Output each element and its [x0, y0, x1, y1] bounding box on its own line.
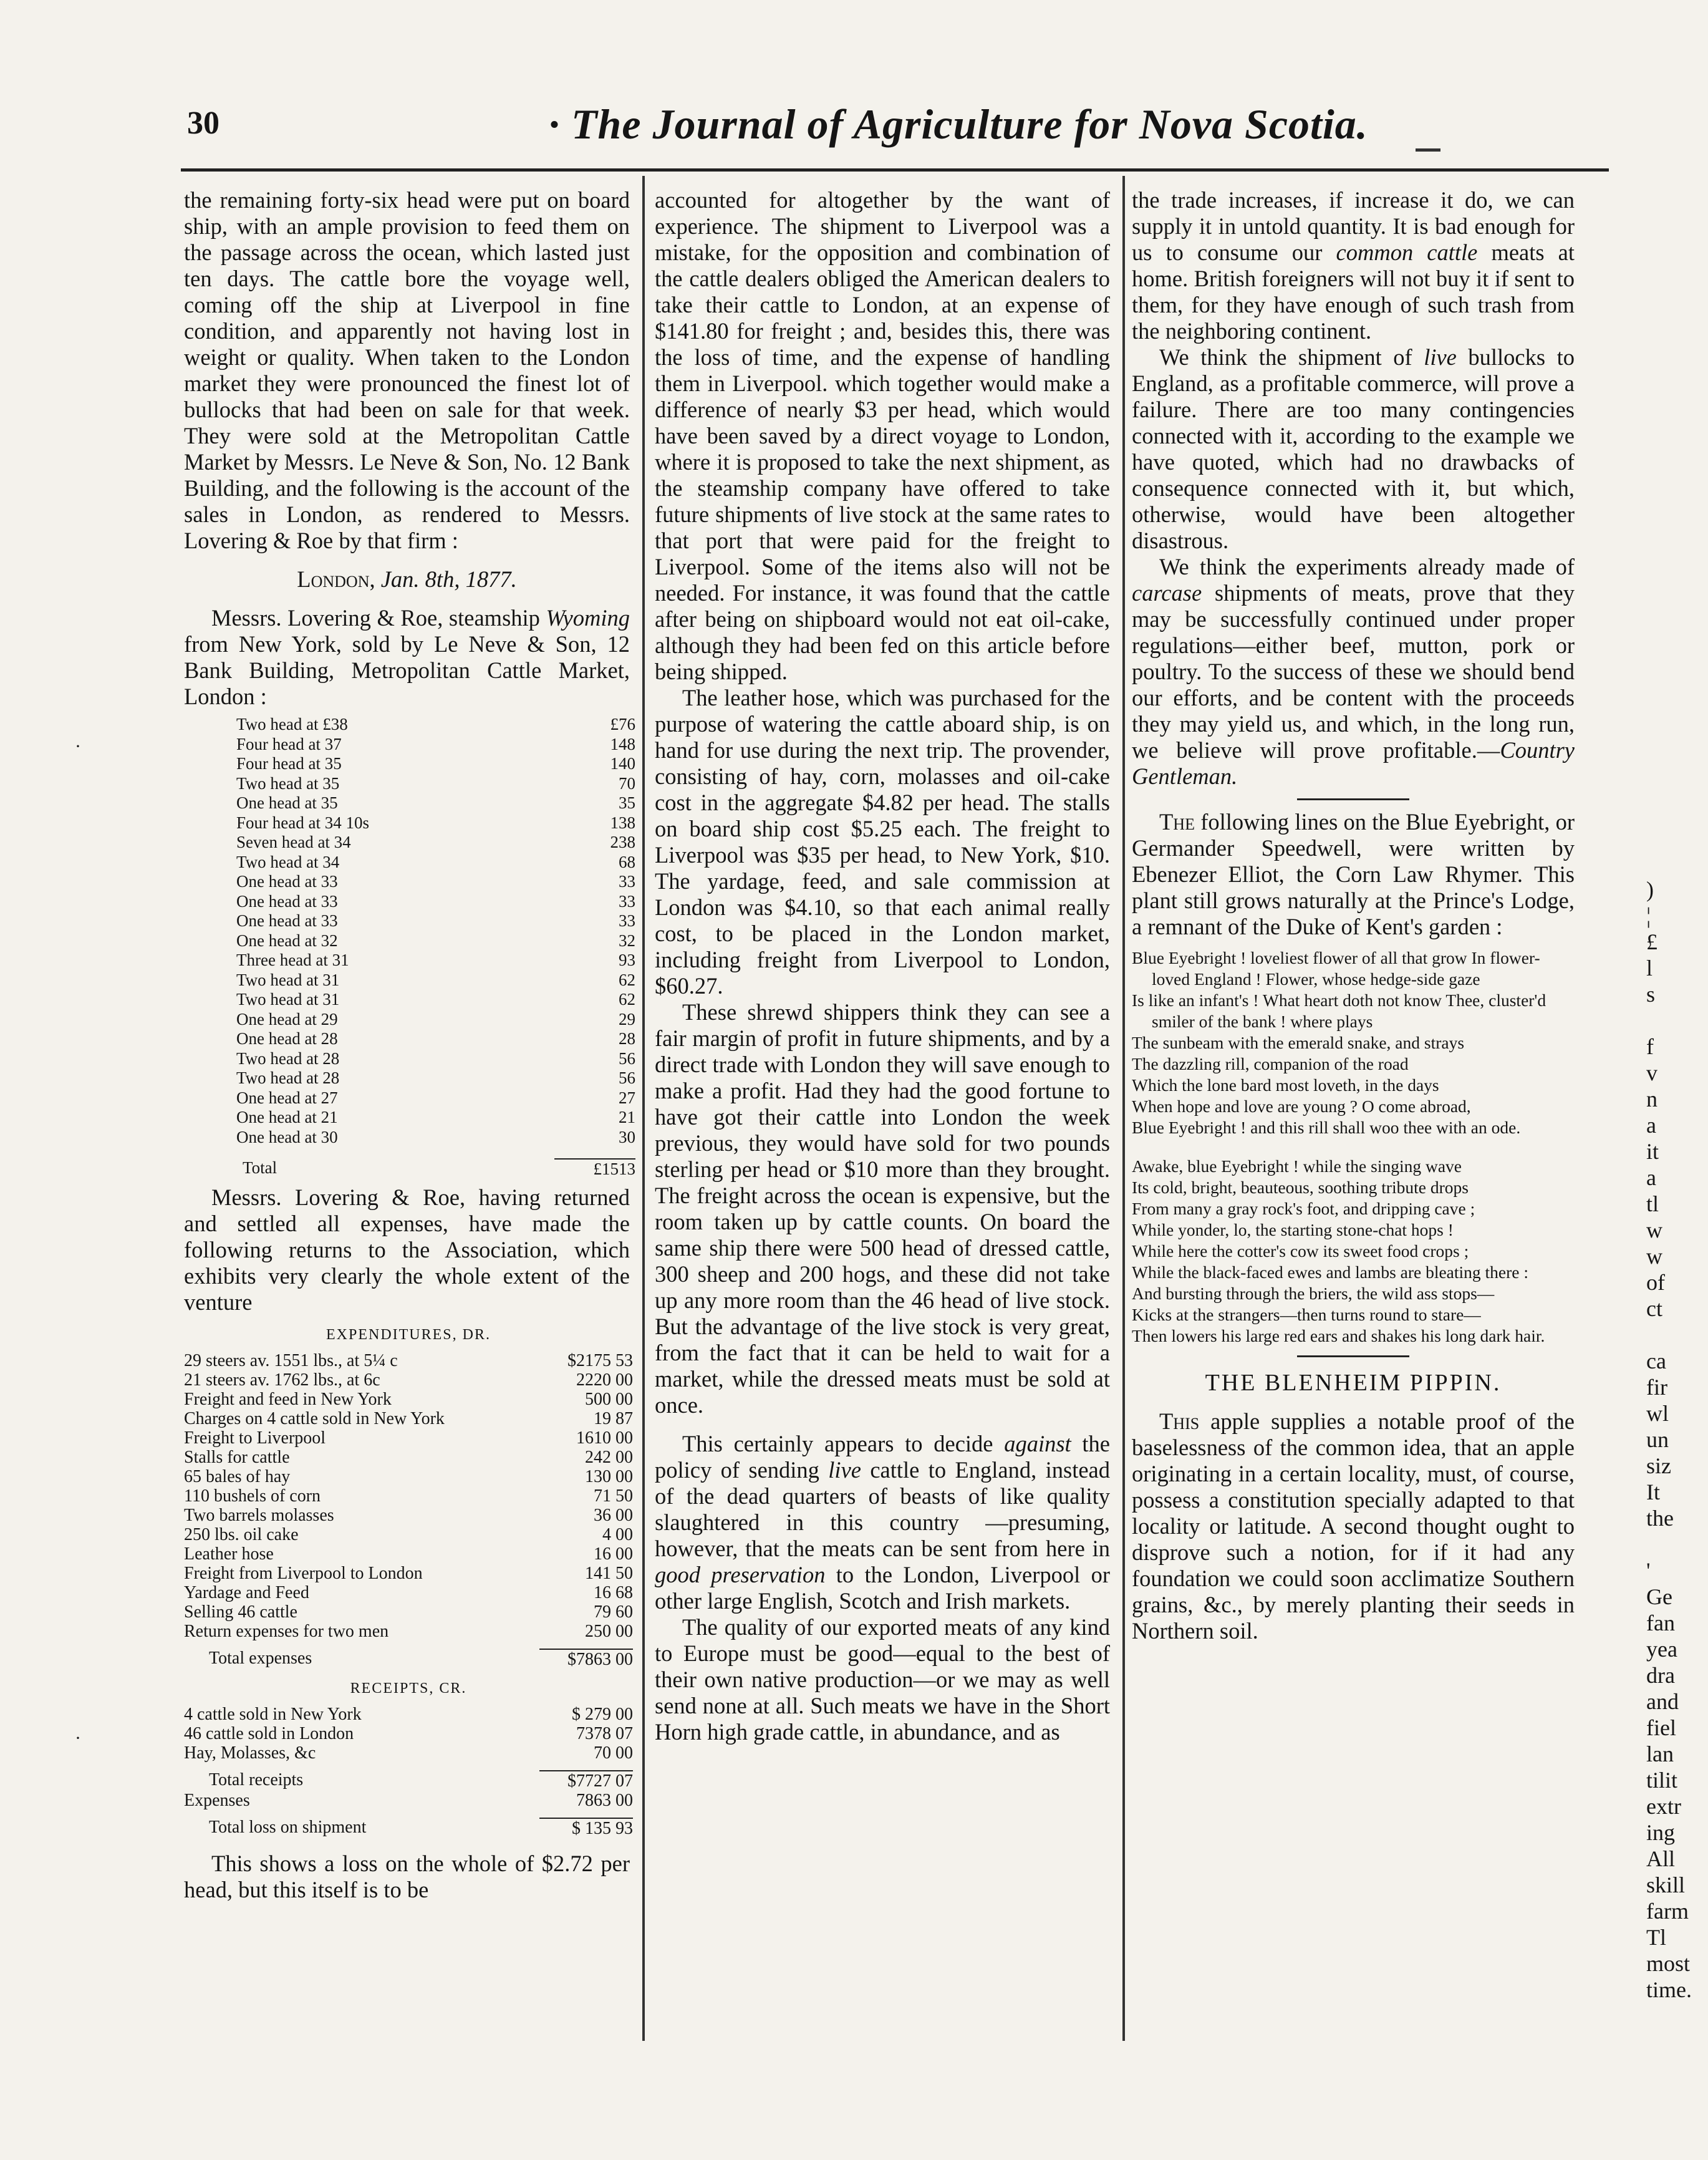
- sale-label: Two head at 31: [236, 990, 340, 1009]
- expenses-total-amount: $7863 00: [539, 1649, 633, 1669]
- edge-fragment: a: [1646, 1113, 1656, 1138]
- expenditure-row: [184, 1390, 633, 1409]
- sale-amount: 62: [619, 990, 635, 1009]
- expenditure-label: Stalls for cattle: [184, 1447, 290, 1467]
- sale-row: [236, 715, 635, 735]
- sale-amount: 148: [610, 734, 635, 753]
- sale-amount: 138: [610, 813, 635, 832]
- poem-line: While yonder, lo, the starting stone-chat hops !: [1132, 1220, 1454, 1239]
- sale-row: [236, 813, 635, 833]
- col2-paragraph-2: The leather hose, which was purchased for the purpose of watering the cattle aboard ship, is on hand for use during the next trip. The provender, consisting of hay, corn, molasses and oil-cake cost in the aggregate $4.82 per head. The stalls on board ship cost $5.25 each. The freight to Liverpool was $35 per head, to New York, $10. The yardage, feed, and sale commission at London was $4.10, so that each animal really cost, to be placed in the London market, including freight from Liverpool to London, $60.27.: [655, 685, 1110, 999]
- expenditure-row: [184, 1428, 633, 1448]
- account-statement: [184, 1325, 633, 1838]
- header-dash: [1416, 148, 1440, 152]
- edge-fragment: tilit: [1646, 1768, 1678, 1793]
- poem-line: And bursting through the briers, the wild ass stops—: [1132, 1284, 1495, 1303]
- edge-fragment: It: [1646, 1480, 1660, 1504]
- edge-fragment: most: [1646, 1951, 1691, 1976]
- expenditure-row: [184, 1448, 633, 1467]
- edge-fragment: ): [1646, 877, 1654, 902]
- sale-label: One head at 28: [236, 1029, 338, 1048]
- edge-fragment: f: [1646, 1034, 1654, 1059]
- edge-fragment: [1646, 1531, 1708, 1557]
- loss-row: [184, 1818, 633, 1838]
- sale-amount: 27: [619, 1088, 635, 1107]
- edge-fragment: l: [1646, 956, 1653, 981]
- expenditure-amount: 4 00: [602, 1524, 633, 1544]
- poem-line: Kicks at the strangers—then turns round to stare—: [1132, 1305, 1481, 1324]
- edge-fragment: v: [1646, 1060, 1657, 1085]
- text-run: following lines on the Blue Eyebright, or Germander Speedwell, were written by Ebenezer Elliot, the Corn Law Rhymer. This plant still grows naturally at the Prince's Lodge, a remnant of the Duke of Kent's garden :: [1132, 809, 1575, 939]
- sale-row: [236, 892, 635, 912]
- expenditure-label: Leather hose: [184, 1544, 274, 1564]
- sale-amount: 33: [619, 872, 635, 891]
- text-run: cattle to England, instead of the dead quarters of beasts of like quality slaughtered in this country —presuming, however, that the meats can be sent from here in: [655, 1457, 1110, 1561]
- column-3: [1132, 187, 1575, 1644]
- column-2: [655, 187, 1110, 1745]
- expenditure-amount: 79 60: [594, 1602, 633, 1622]
- emphasis: carcase: [1132, 580, 1202, 606]
- dateline-place: London,: [297, 566, 375, 592]
- edge-fragment: ing: [1646, 1820, 1676, 1845]
- expenditure-row: [184, 1467, 633, 1486]
- sales-ledger: [236, 715, 635, 1179]
- sale-label: Two head at 28: [236, 1068, 340, 1087]
- poem-line: Which the lone bard most loveth, in the days: [1132, 1075, 1439, 1095]
- text-run: from New York, sold by Le Neve & Son, 12 Bank Building, Metropolitan Cattle Market, London :: [184, 631, 630, 709]
- sale-label: Two head at 35: [236, 773, 340, 793]
- edge-fragment: fan: [1646, 1610, 1675, 1635]
- sale-row: [236, 971, 635, 990]
- edge-fragment: the: [1646, 1506, 1674, 1531]
- receipts-total-amount: $7727 07: [539, 1770, 633, 1791]
- page-number: 30: [187, 105, 220, 141]
- sale-amount: 30: [619, 1127, 635, 1146]
- adjacent-page-fragments: [1646, 876, 1708, 2003]
- edge-fragment: ¦: [1646, 903, 1651, 928]
- expenditure-amount: 71 50: [594, 1486, 633, 1506]
- sale-row: [236, 833, 635, 853]
- sale-amount: 35: [619, 793, 635, 812]
- section-divider: [1297, 1355, 1409, 1357]
- expenses-label: Expenses: [184, 1790, 250, 1810]
- expenditure-amount: 141 50: [585, 1563, 633, 1583]
- edge-fragment: farm: [1646, 1899, 1689, 1924]
- col1-paragraph-3: Messrs. Lovering & Roe, having returned and settled all expenses, have made the following returns to the Association, which exhibits very clearly the whole extent of the venture: [184, 1184, 630, 1315]
- sale-label: Four head at 34 10s: [236, 813, 369, 832]
- expenditure-label: Freight from Liverpool to London: [184, 1563, 423, 1583]
- expenditure-label: 65 bales of hay: [184, 1466, 291, 1486]
- col2-paragraph-3: These shrewd shippers think they can see a fair margin of profit in future shipments, and by a direct trade with London they will save enough to make a profit. Had they had the good fortune to have got their cattle into London the week previous, they would have sold for two pounds sterling per head or $10 more than they brought. The freight across the ocean is expensive, but the room taken up by cattle counts. On board the same ship there were 500 head of dressed cattle, 300 sheep and 200 hogs, and these did not take up any more room than the 46 head of live stock. But the advantage of the live stock is very great, from the fact that it can be held to wait for a market, while the dressed meats must be sold at once.: [655, 999, 1110, 1418]
- col3-paragraph-1: [1132, 187, 1575, 344]
- sale-amount: 56: [619, 1068, 635, 1087]
- col3-paragraph-2: [1132, 344, 1575, 554]
- sale-amount: 68: [619, 852, 635, 871]
- section-title: THE BLENHEIM PIPPIN.: [1205, 1370, 1502, 1396]
- text-run: apple supplies a notable proof of the baselessness of the common idea, that an apple originating in a certain locality, must, of course, possess a constitution specially adapted to that locality or latitude. A second thought ought to disprove such a notion, for if it had any foundation we could soon acclimatize Southern grains, &c., by merely planting their seeds in Northern soil.: [1132, 1408, 1575, 1644]
- sale-amount: 56: [619, 1049, 635, 1068]
- expenditure-amount: 500 00: [585, 1389, 633, 1409]
- sale-row: [236, 1108, 635, 1128]
- expenditure-row: [184, 1564, 633, 1583]
- expenditure-row: [184, 1622, 633, 1641]
- text-run: to the London, Liverpool or other large English, Scotch and Irish markets.: [655, 1562, 1110, 1614]
- poem-line: Blue Eyebright ! loveliest flower of all that grow In flower-loved England ! Flower, whose hedge-side gaze: [1132, 948, 1540, 989]
- expenses-total-label: Total expenses: [209, 1648, 312, 1668]
- sale-row: [236, 1010, 635, 1030]
- expenditure-label: Freight and feed in New York: [184, 1389, 392, 1409]
- edge-fragment: tl: [1646, 1191, 1659, 1216]
- expenditure-row: [184, 1506, 633, 1525]
- sale-amount: 33: [619, 911, 635, 930]
- sale-row: [236, 990, 635, 1010]
- expenditure-row: [184, 1409, 633, 1428]
- receipts-heading: RECEIPTS, CR.: [350, 1680, 467, 1697]
- text-run: bullocks to England, as a profitable commerce, will prove a failure. There are too many contingencies connected with it, according to the example we have quoted, which had no drawbacks of consequence connected with it, but which, otherwise, would have been altogether disastrous.: [1132, 344, 1575, 553]
- col2-paragraph-4: [655, 1431, 1110, 1614]
- sale-label: One head at 30: [236, 1127, 338, 1146]
- edge-fragment: fiel: [1646, 1715, 1676, 1740]
- sale-label: One head at 29: [236, 1009, 338, 1029]
- lead-word: The: [1159, 809, 1195, 835]
- sale-label: Two head at 28: [236, 1049, 340, 1068]
- text-run: Messrs. Lovering & Roe, steamship: [211, 605, 546, 631]
- edge-fragment: wl: [1646, 1401, 1669, 1426]
- sale-row: [236, 774, 635, 794]
- poem-line: Blue Eyebright ! and this rill shall woo thee with an ode.: [1132, 1118, 1521, 1137]
- expenditure-amount: $2175 53: [567, 1350, 633, 1370]
- expenditure-amount: 16 00: [594, 1544, 633, 1564]
- edge-fragment: Tl: [1646, 1925, 1666, 1950]
- sale-label: One head at 33: [236, 891, 338, 911]
- edge-fragment: and: [1646, 1689, 1679, 1714]
- expenditure-label: Freight to Liverpool: [184, 1428, 326, 1448]
- sale-amount: 33: [619, 891, 635, 911]
- sale-row: [236, 853, 635, 873]
- poem-line: While here the cotter's cow its sweet food crops ;: [1132, 1241, 1469, 1261]
- sale-label: Two head at £38: [236, 715, 348, 734]
- receipt-label: 4 cattle sold in New York: [184, 1704, 362, 1724]
- expenditure-row: [184, 1351, 633, 1370]
- expenses-row: [184, 1791, 633, 1810]
- receipt-amount: 7378 07: [576, 1723, 633, 1743]
- receipt-label: 46 cattle sold in London: [184, 1723, 354, 1743]
- dateline-date: Jan. 8th, 1877.: [380, 566, 517, 592]
- sale-label: One head at 32: [236, 931, 338, 950]
- sale-label: One head at 35: [236, 793, 338, 812]
- poem: [1132, 947, 1575, 1347]
- expenditures-heading: EXPENDITURES, DR.: [326, 1326, 491, 1343]
- expenditure-row: [184, 1602, 633, 1622]
- emphasis: common cattle: [1336, 240, 1478, 265]
- edge-fragment: time.: [1646, 1977, 1692, 2002]
- poem-line: Is like an infant's ! What heart doth not know Thee, cluster'd smiler of the bank ! where plays: [1132, 990, 1546, 1031]
- header-rule: [181, 168, 1609, 172]
- margin-dot: ·: [75, 736, 81, 757]
- expenditure-amount: 250 00: [585, 1621, 633, 1641]
- section-divider: [1297, 798, 1409, 800]
- poem-line: The dazzling rill, companion of the road: [1132, 1054, 1409, 1073]
- lead-word: This: [1159, 1408, 1200, 1434]
- emphasis: live: [1424, 344, 1457, 370]
- sale-label: Seven head at 34: [236, 833, 351, 851]
- expenditure-row: [184, 1583, 633, 1602]
- edge-fragment: Ge: [1646, 1584, 1672, 1609]
- expenditure-row: [184, 1486, 633, 1506]
- sale-label: One head at 27: [236, 1088, 338, 1107]
- edge-fragment: yea: [1646, 1637, 1677, 1662]
- sale-label: Two head at 34: [236, 852, 340, 871]
- expenditure-amount: 2220 00: [576, 1370, 633, 1390]
- text-run: We think the experiments already made of: [1159, 554, 1575, 579]
- poem-line: While the black-faced ewes and lambs are bleating there :: [1132, 1262, 1529, 1282]
- expenditure-label: Selling 46 cattle: [184, 1602, 297, 1622]
- edge-fragment: lan: [1646, 1741, 1674, 1766]
- expenditure-label: 29 steers av. 1551 lbs., at 5¼ c: [184, 1350, 398, 1370]
- poem-line: From many a gray rock's foot, and dripping cave ;: [1132, 1199, 1475, 1218]
- edge-fragment: w: [1646, 1218, 1662, 1242]
- sale-amount: 21: [619, 1108, 635, 1126]
- column-divider-1: [642, 176, 645, 2041]
- sale-amount: 62: [619, 970, 635, 989]
- expenditure-label: 110 bushels of corn: [184, 1486, 321, 1506]
- sale-row: [236, 793, 635, 813]
- journal-title: · The Journal of Agriculture for Nova Scotia.: [549, 100, 1368, 148]
- sale-label: Four head at 37: [236, 734, 342, 753]
- emphasis: good preservation: [655, 1562, 826, 1587]
- sale-amount: 32: [619, 931, 635, 950]
- poem-line: The sunbeam with the emerald snake, and strays: [1132, 1033, 1465, 1052]
- poem-intro: [1132, 809, 1575, 940]
- poem-line: Its cold, bright, beauteous, soothing tribute drops: [1132, 1178, 1469, 1197]
- sale-amount: £76: [610, 715, 635, 734]
- sale-row: [236, 735, 635, 755]
- expenditure-amount: 242 00: [585, 1447, 633, 1467]
- expenditure-amount: 16 68: [594, 1582, 633, 1602]
- sale-amount: 28: [619, 1029, 635, 1048]
- edge-fragment: of: [1646, 1270, 1665, 1295]
- col3-paragraph-3: [1132, 554, 1575, 790]
- col1-paragraph-2: [184, 605, 630, 710]
- ship-name: Wyoming: [546, 605, 630, 631]
- sale-amount: 140: [610, 754, 635, 773]
- expenses-total-row: [184, 1649, 633, 1669]
- loss-label: Total loss on shipment: [209, 1817, 367, 1837]
- sale-amount: 93: [619, 951, 635, 969]
- edge-fragment: w: [1646, 1244, 1662, 1269]
- receipts-total-label: Total receipts: [209, 1770, 304, 1790]
- receipts-total-row: [184, 1770, 633, 1791]
- sale-label: One head at 21: [236, 1108, 338, 1126]
- text-run: meats at home. British foreigners will not buy it if sent to them, for they have enough of such trash from the neighboring continent.: [1132, 240, 1575, 344]
- poem-line: When hope and love are young ? O come abroad,: [1132, 1097, 1471, 1116]
- expenditure-label: Return expenses for two men: [184, 1621, 389, 1641]
- sales-total-amount: £1513: [554, 1158, 635, 1179]
- emphasis: against: [1004, 1431, 1071, 1456]
- edge-fragment: a: [1646, 1165, 1656, 1190]
- edge-fragment: s: [1646, 982, 1656, 1007]
- edge-fragment: n: [1646, 1087, 1657, 1111]
- sale-row: [236, 1088, 635, 1108]
- margin-dot: ·: [75, 1728, 81, 1748]
- sales-total-row: [236, 1158, 635, 1179]
- sale-row: [236, 872, 635, 892]
- edge-fragment: siz: [1646, 1453, 1671, 1478]
- col2-paragraph-5: The quality of our exported meats of any kind to Europe must be good—equal to the best of their own native production—or we may as well send none at all. Such meats we have in the Short Horn high grade cattle, in abundance, and as: [655, 1614, 1110, 1745]
- edge-fragment: ca: [1646, 1349, 1666, 1373]
- edge-fragment: All: [1646, 1846, 1676, 1871]
- sale-amount: 29: [619, 1009, 635, 1029]
- expenses-amount: 7863 00: [576, 1790, 633, 1810]
- edge-fragment: un: [1646, 1427, 1669, 1452]
- receipt-amount: $ 279 00: [572, 1704, 633, 1724]
- sale-row: [236, 1029, 635, 1049]
- expenditure-label: Charges on 4 cattle sold in New York: [184, 1408, 445, 1428]
- edge-fragment: £: [1646, 929, 1657, 954]
- sale-row: [236, 911, 635, 931]
- emphasis: live: [828, 1457, 861, 1483]
- sale-row: [236, 754, 635, 774]
- sale-label: Four head at 35: [236, 754, 342, 773]
- expenditure-label: Yardage and Feed: [184, 1582, 309, 1602]
- edge-fragment: ct: [1646, 1296, 1662, 1321]
- receipt-row: [184, 1705, 633, 1724]
- sale-amount: 238: [610, 833, 635, 851]
- column-divider-2: [1122, 176, 1125, 2041]
- sale-label: One head at 33: [236, 872, 338, 891]
- sale-row: [236, 1128, 635, 1148]
- edge-fragment: [1646, 1007, 1708, 1034]
- expenditure-label: 250 lbs. oil cake: [184, 1524, 299, 1544]
- edge-fragment: fir: [1646, 1375, 1667, 1400]
- col3-paragraph-4: [1132, 1408, 1575, 1644]
- loss-amount: $ 135 93: [539, 1818, 633, 1838]
- col2-paragraph-1: accounted for altogether by the want of experience. The shipment to Liverpool was a mistake, for the opposition and combination of the cattle dealers obliged the American dealers to take their cattle to London, at an expense of $141.80 for freight ; and, besides this, there was the loss of time, and the expense of handling them in Liverpool. which together would make a difference of nearly $3 per head, which would have been saved by a direct voyage to London, where it is proposed to take the next shipment, as the steamship company have offered to take future shipments of live stock at the same rates to that port that were paid for the freight to Liverpool. Some of the items also will not be needed. For instance, it was found that the cattle after being on shipboard would not eat oil-cake, although they had been fed on this article before being shipped.: [655, 187, 1110, 684]
- expenditure-amount: 19 87: [594, 1408, 633, 1428]
- col1-paragraph-4: This shows a loss on the whole of $2.72 per head, but this itself is to be: [184, 1850, 630, 1902]
- column-1: [184, 187, 635, 1903]
- receipt-row: [184, 1724, 633, 1743]
- receipt-label: Hay, Molasses, &c: [184, 1743, 316, 1763]
- sale-amount: 70: [619, 773, 635, 793]
- edge-fragment: skill: [1646, 1872, 1686, 1897]
- edge-fragment: dra: [1646, 1663, 1675, 1688]
- sale-label: Two head at 31: [236, 970, 340, 989]
- sales-total-label: Total: [243, 1158, 277, 1177]
- edge-fragment: extr: [1646, 1794, 1681, 1819]
- sale-label: One head at 33: [236, 911, 338, 930]
- edge-fragment: ': [1646, 1558, 1651, 1583]
- sale-row: [236, 931, 635, 951]
- dateline: [184, 566, 630, 593]
- edge-fragment: it: [1646, 1139, 1659, 1164]
- expenditure-amount: 130 00: [585, 1466, 633, 1486]
- edge-fragment: [1646, 1322, 1708, 1348]
- sale-row: [236, 1049, 635, 1069]
- receipt-amount: 70 00: [594, 1743, 633, 1763]
- expenditure-row: [184, 1370, 633, 1390]
- text-run: This certainly appears to decide: [682, 1431, 1005, 1456]
- text-run: the trade increases, if increase it do, we can supply it in untold quantity. It is bad enough for us to consume our: [1132, 187, 1575, 265]
- expenditure-row: [184, 1544, 633, 1564]
- expenditure-label: Two barrels molasses: [184, 1505, 334, 1525]
- poem-line: Awake, blue Eyebright ! while the singing wave: [1132, 1156, 1462, 1176]
- sale-row: [236, 951, 635, 971]
- col1-paragraph-1: the remaining forty-six head were put on board ship, with an ample provision to feed them on the passage across the ocean, which lasted just ten days. The cattle bore the voyage well, coming off the ship at Liverpool in fine condition, and apparently not having lost in weight or quality. When taken to the London market they were pronounced the finest lot of bullocks that had been on sale for that week. They were sold at the Metropolitan Cattle Market by Messrs. Le Neve & Son, No. 12 Bank Building, and the following is the account of the sales in London, as rendered to Messrs. Lovering & Roe by that firm :: [184, 187, 630, 553]
- sale-row: [236, 1068, 635, 1088]
- text-run: the policy of sending: [655, 1431, 1111, 1483]
- text-run: shipments of meats, prove that they may be successfully continued under proper regulations—either beef, mutton, pork or poultry. To the success of these we should bend our efforts, and be content with the proceeds they may yield us, and which, in the long run, we believe will prove profitable.—: [1132, 580, 1575, 763]
- text-run: We think the shipment of: [1159, 344, 1424, 370]
- poem-line: Then lowers his large red ears and shakes his long dark hair.: [1132, 1326, 1545, 1345]
- expenditure-amount: 36 00: [594, 1505, 633, 1525]
- expenditure-amount: 1610 00: [576, 1428, 633, 1448]
- receipt-row: [184, 1743, 633, 1763]
- expenditure-row: [184, 1525, 633, 1544]
- expenditure-label: 21 steers av. 1762 lbs., at 6c: [184, 1370, 380, 1390]
- sale-label: Three head at 31: [236, 951, 349, 969]
- source-credit: Country Gentleman.: [1132, 737, 1575, 789]
